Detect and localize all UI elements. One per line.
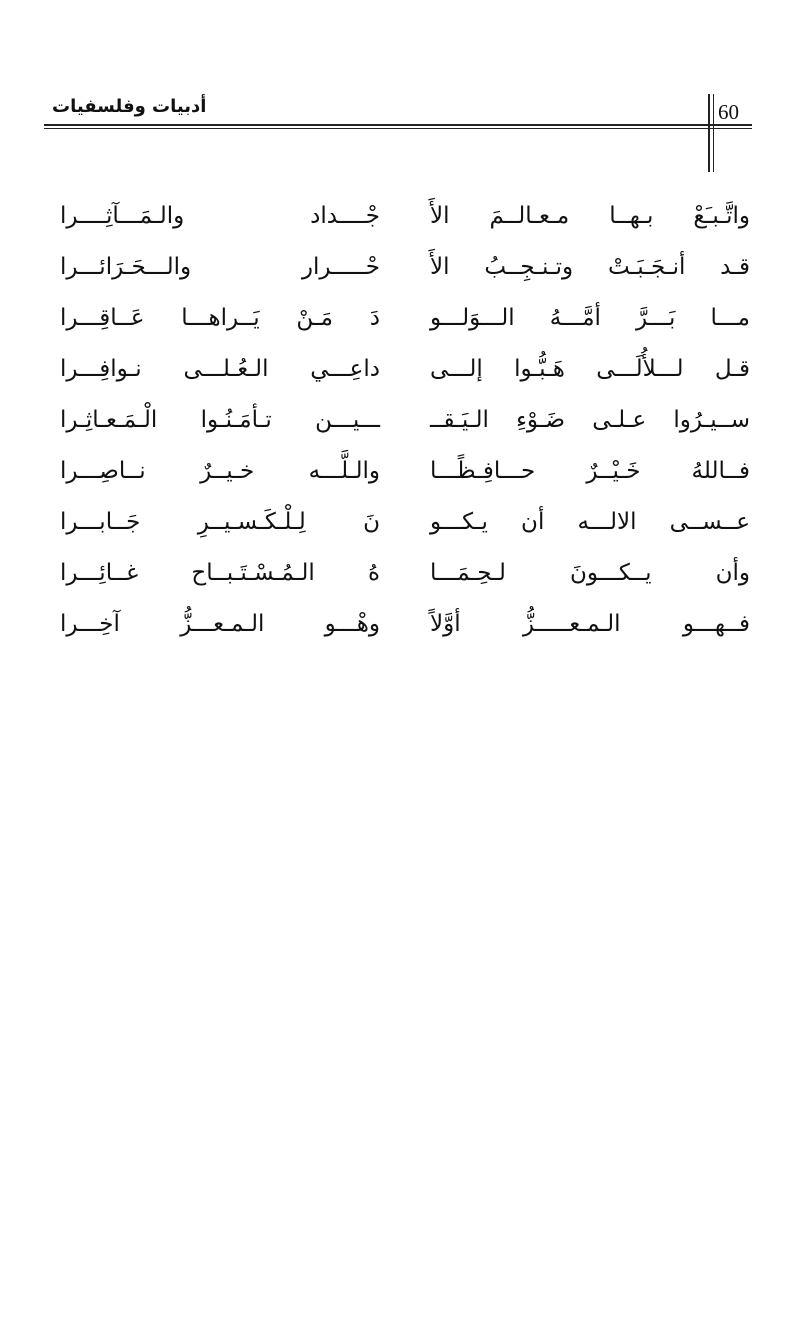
verse-line — [60, 196, 750, 247]
header-rule-vertical-left — [708, 94, 710, 172]
verse-line — [60, 502, 750, 553]
verse-second-hemistich: دَ مَـنْ يَــراهـــا عَــاقِـــرا — [60, 305, 380, 331]
verse-second-hemistich: داعِـــي الـعُـلـــى نـوافِـــرا — [60, 356, 380, 382]
header-rule-bottom — [44, 128, 752, 129]
verse-second-hemistich: جْــــداد والـمَـــآثِــــرا — [60, 203, 380, 229]
verse-first-hemistich: فــاللهُ خَـيْــرٌ حـــافِـظًـــا — [430, 458, 750, 484]
verse-first-hemistich: ســيـرُوا عـلـى ضَـوْءِ الـيَـقــ — [430, 407, 750, 433]
verse-first-hemistich: وأن يــكـــونَ لـحِـمَـــا — [430, 560, 750, 586]
running-title: أدبيات وفلسفيات — [52, 96, 207, 117]
verse-second-hemistich: نَ لِـلْـكَـسـيــرِ جَــابـــرا — [60, 509, 380, 535]
verse-second-hemistich: هُ الـمُـسْـتَـبــاح غــائِـــرا — [60, 560, 380, 586]
verse-second-hemistich: ـــيـــن تـأمَـنُـوا الْـمَـعـاثِـرا — [60, 407, 380, 433]
verse-line — [60, 604, 750, 655]
verse-line — [60, 553, 750, 604]
verse-first-hemistich: واتَّـبـَعْ بـهــا مـعـالــمَ الأَ — [430, 203, 750, 229]
verse-first-hemistich: مـــا بَـــرَّ أمَّـــهُ الـــوَلـــو — [430, 305, 750, 331]
verse-first-hemistich: عــســى الالـــه أن يـكـــو — [430, 509, 750, 535]
verse-first-hemistich: قـد أنـجَـبَـتْ وتـنـجِــبُ الأَ — [430, 254, 750, 280]
header-rule-vertical-right — [713, 94, 714, 172]
verse-first-hemistich: قـل لـــلأُلَـــى هَـبُّـوا إلـــى — [430, 356, 750, 382]
verse-line — [60, 451, 750, 502]
verse-second-hemistich: والـلَّـــه خـيــرٌ نــاصِـــرا — [60, 458, 380, 484]
page-number: 60 — [718, 100, 739, 124]
verse-second-hemistich: وهْـــو الـمـعـــزُّ آخِـــرا — [60, 611, 380, 637]
verse-line — [60, 349, 750, 400]
header-rule-top — [44, 124, 752, 126]
verse-second-hemistich: حْـــــرار والـــحَـرَائـــرا — [60, 254, 380, 280]
page-header — [0, 0, 788, 180]
verse-first-hemistich: فــهـــو الـمـعـــــزُّ أوَّلاً — [430, 611, 750, 637]
verse-line — [60, 247, 750, 298]
verse-line — [60, 400, 750, 451]
poem — [60, 196, 750, 655]
verse-line — [60, 298, 750, 349]
